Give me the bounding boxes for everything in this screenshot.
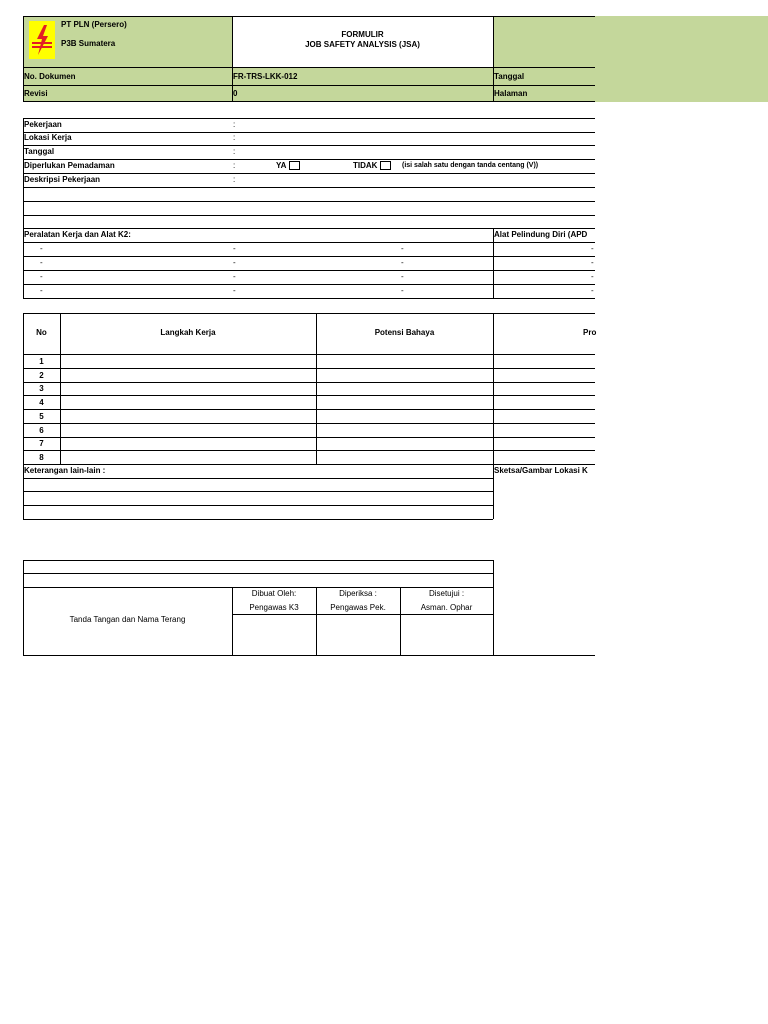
dash: - xyxy=(233,258,236,267)
page-label: Halaman xyxy=(494,89,528,98)
dash: - xyxy=(40,272,43,281)
step-number: 8 xyxy=(39,453,44,462)
company-name: PT PLN (Persero) xyxy=(61,20,127,29)
checked-by-role: Pengawas Pek. xyxy=(330,603,386,612)
step-number: 4 xyxy=(39,398,44,407)
dash: - xyxy=(233,244,236,253)
field-lokasi-label: Lokasi Kerja xyxy=(24,133,72,142)
col-no-header: No xyxy=(36,328,47,337)
field-tanggal-label: Tanggal xyxy=(24,147,55,156)
pln-logo xyxy=(29,21,55,59)
signature-label: Tanda Tangan dan Nama Terang xyxy=(69,615,186,624)
colon: : xyxy=(233,133,236,142)
checkbox-note: (isi salah satu dengan tanda centang (V)) xyxy=(402,162,539,169)
doc-no-value: FR-TRS-LKK-012 xyxy=(233,72,298,81)
dash: - xyxy=(401,272,404,281)
col-procedure-header: Pro xyxy=(583,328,597,337)
dash: - xyxy=(401,244,404,253)
step-number: 6 xyxy=(39,426,44,435)
doc-no-label: No. Dokumen xyxy=(24,72,76,81)
step-number: 2 xyxy=(39,371,44,380)
dash: - xyxy=(40,286,43,295)
colon: : xyxy=(233,161,236,170)
dash: - xyxy=(591,286,594,295)
col-hazard-header: Potensi Bahaya xyxy=(374,328,435,337)
checked-by-label: Diperiksa : xyxy=(339,589,377,598)
option-ya xyxy=(276,161,300,171)
dash: - xyxy=(40,244,43,253)
step-number: 1 xyxy=(39,357,44,366)
notes-label: Keterangan lain-lain : xyxy=(24,466,106,475)
colon: : xyxy=(233,175,236,184)
dash: - xyxy=(401,258,404,267)
option-tidak-label: TIDAK xyxy=(353,161,378,170)
colon: : xyxy=(233,147,236,156)
dash: - xyxy=(591,272,594,281)
apd-label: Alat Pelindung Diri (APD xyxy=(494,230,588,239)
checkbox-tidak[interactable] xyxy=(380,161,391,170)
option-tidak xyxy=(353,161,391,171)
option-ya-label: YA xyxy=(276,161,287,170)
dash: - xyxy=(233,272,236,281)
date-label-header: Tanggal xyxy=(494,72,525,81)
field-pekerjaan-label: Pekerjaan xyxy=(24,120,62,129)
dash: - xyxy=(233,286,236,295)
checkbox-ya[interactable] xyxy=(289,161,300,170)
revision-value: 0 xyxy=(233,89,238,98)
step-number: 5 xyxy=(39,412,44,421)
field-deskripsi-label: Deskripsi Pekerjaan xyxy=(24,175,101,184)
sketch-label: Sketsa/Gambar Lokasi K xyxy=(494,466,588,475)
form-subtitle: JOB SAFETY ANALYSIS (JSA) xyxy=(305,40,420,49)
approved-by-label: Disetujui : xyxy=(428,589,465,598)
made-by-label: Dibuat Oleh: xyxy=(251,589,297,598)
tools-label: Peralatan Kerja dan Alat K2: xyxy=(24,230,131,239)
step-number: 3 xyxy=(39,384,44,393)
revision-label: Revisi xyxy=(24,89,48,98)
dash: - xyxy=(591,244,594,253)
dash: - xyxy=(401,286,404,295)
step-number: 7 xyxy=(39,439,44,448)
made-by-role: Pengawas K3 xyxy=(249,603,299,612)
field-pemadaman-label: Diperlukan Pemadaman xyxy=(24,161,115,170)
header-fill-right xyxy=(493,16,768,102)
form-title: FORMULIR xyxy=(341,30,384,39)
colon: : xyxy=(233,120,236,129)
unit-name: P3B Sumatera xyxy=(61,39,116,48)
approved-by-role: Asman. Ophar xyxy=(420,603,473,612)
col-step-header: Langkah Kerja xyxy=(160,328,216,337)
dash: - xyxy=(591,258,594,267)
dash: - xyxy=(40,258,43,267)
